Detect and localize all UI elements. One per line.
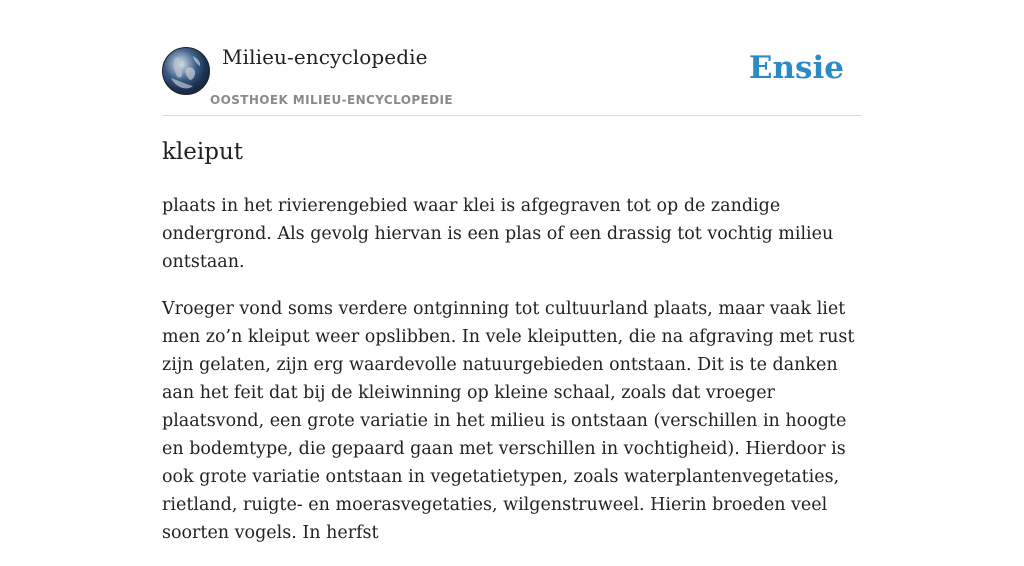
- article-title: kleiput: [162, 139, 244, 165]
- article-body: [162, 192, 862, 566]
- content-container: [162, 0, 862, 543]
- earth-globe-icon[interactable]: [162, 47, 210, 95]
- article-paragraph: plaats in het rivierengebied waar klei is afgegraven tot op de zandige ondergrond. Als gevolg hiervan is een plas of een drassig tot vochtig milieu ontstaan.: [162, 196, 834, 272]
- site-subtitle[interactable]: OOSTHOEK MILIEU-ENCYCLOPEDIE: [210, 93, 453, 107]
- ensie-brand-logo[interactable]: Ensie: [748, 50, 844, 86]
- article-paragraph: Vroeger vond soms verdere ontginning tot cultuurland plaats, maar vaak liet men zo’n kleiput weer opslibben. In vele kleiputten, die na afgraving met rust zijn gelaten, zijn erg waardevolle natuurgebieden ontstaan. Dit is te danken aan het feit dat bij de kleiwinning op kleine schaal, zoals dat vroeger plaatsvond, een grote variatie in het milieu is ontstaan (verschillen in hoogte en bodemtype, die gepaard gaan met verschillen in vochtigheid). Hierdoor is ook grote variatie ontstaan in vegetatietypen, zoals waterplantenvegetaties, rietland, ruigte- en moerasvegetaties, wilgenstruweel. Hierin broeden veel soorten vogels. In herfst: [162, 299, 855, 543]
- site-header: [162, 0, 862, 116]
- site-title[interactable]: Milieu-encyclopedie: [222, 45, 428, 69]
